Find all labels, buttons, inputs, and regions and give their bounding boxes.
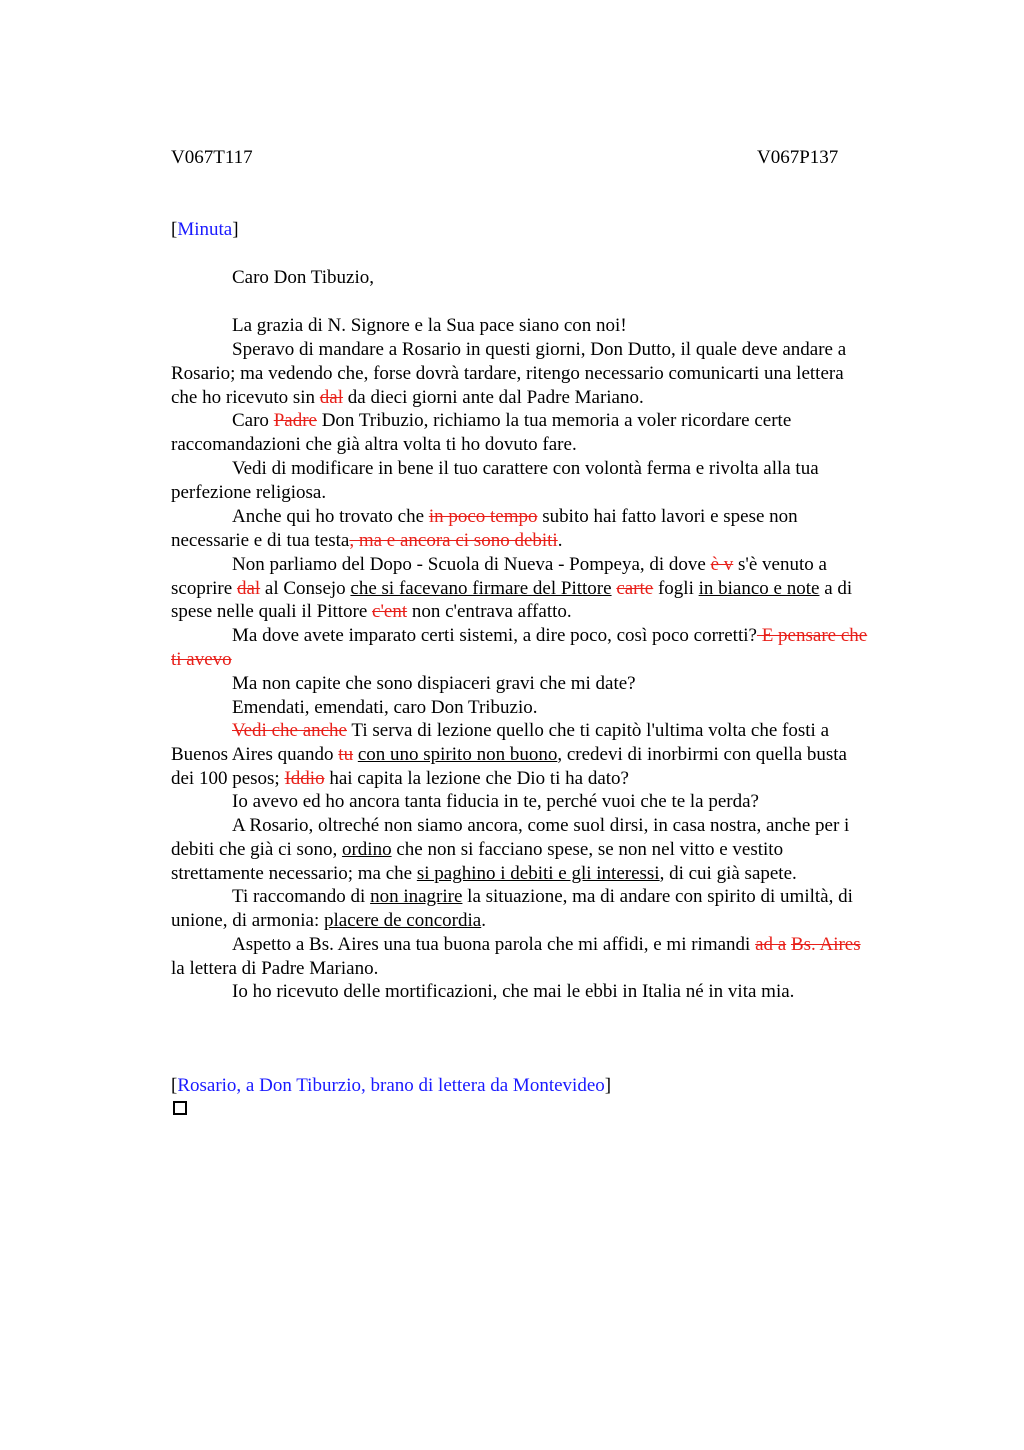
text-line: perfezione religiosa. — [171, 482, 327, 503]
underlined-text: si paghino i debiti e gli interessi — [416, 863, 660, 884]
text-line: debiti che già ci sono, ordino che non si facciano spese, se non nel vitto e vestito — [171, 839, 784, 860]
text-line: Ti raccomando di non inagrire la situazione, ma di andare con spirito di umiltà, di — [232, 886, 853, 907]
underlined-text: non inagrire — [370, 886, 463, 907]
underlined-text: in bianco e note — [698, 578, 820, 599]
text-line: la lettera di Padre Mariano. — [171, 958, 379, 979]
deleted-text: Vedi che anche — [232, 720, 347, 741]
text-line: Rosario; ma vedendo che, forse dovrà tardare, ritengo necessario comunicarti una lettera — [171, 363, 844, 384]
underlined-text: placere de concordia — [324, 910, 482, 931]
text-line: che ho ricevuto sin dal da dieci giorni ante dal Padre Mariano. — [171, 387, 644, 408]
underlined-text: che si facevano firmare del Pittore — [350, 578, 612, 599]
header-left-code: V067T117 — [171, 147, 253, 168]
header-right-code: V067P137 — [757, 147, 839, 168]
text-line: Buenos Aires quando tu con uno spirito non buono, credevi di inorbirmi con quella busta — [171, 744, 847, 765]
text-line: strettamente necessario; ma che si paghino i debiti e gli interessi, di cui già sapete. — [171, 863, 797, 884]
deleted-text: dal — [236, 578, 261, 599]
source-note — [171, 1074, 931, 1098]
text-line: Anche qui ho trovato che in poco tempo subito hai fatto lavori e spese non — [232, 506, 798, 527]
bracket-close: ] — [604, 1075, 612, 1096]
text-line: Speravo di mandare a Rosario in questi giorni, Don Dutto, il quale deve andare a — [232, 339, 847, 360]
text-line: Emendati, emendati, caro Don Tribuzio. — [232, 697, 538, 718]
deleted-text: ad a — [755, 934, 787, 955]
underlined-text: con uno spirito non buono — [357, 744, 558, 765]
underlined-text: ordino — [341, 839, 392, 860]
text-line: Caro Padre Don Tribuzio, richiamo la tua memoria a voler ricordare certe — [232, 410, 792, 431]
deleted-text: tu — [338, 744, 354, 765]
deleted-text: E pensare che — [756, 625, 868, 646]
text-line: unione, di armonia: placere de concordia. — [171, 910, 486, 931]
text-line: scoprire dal al Consejo che si facevano firmare del Pittore carte fogli in bianco e note a di — [171, 578, 853, 599]
deleted-text: carte — [616, 578, 654, 599]
deleted-text: ti avevo — [171, 649, 232, 670]
text-line: dei 100 pesos; Iddio hai capita la lezione che Dio ti ha dato? — [171, 768, 629, 789]
bracket-open: [ — [171, 1075, 178, 1096]
text-line: Ma non capite che sono dispiaceri gravi che mi date? — [232, 673, 636, 694]
text-line: raccomandazioni che già altra volta ti ho dovuto fare. — [171, 434, 577, 455]
deleted-text: , ma e ancora ci sono debiti — [349, 530, 558, 551]
text-line: A Rosario, oltreché non siamo ancora, come suol dirsi, in casa nostra, anche per i — [232, 815, 850, 836]
text-line: La grazia di N. Signore e la Sua pace siano con noi! — [232, 315, 627, 336]
text-line: necessarie e di tua testa, ma e ancora ci sono debiti. — [171, 530, 563, 551]
deleted-text: c'ent — [372, 601, 408, 622]
empty-checkbox-icon — [173, 1101, 187, 1115]
deleted-text: Bs. Aires — [790, 934, 861, 955]
text-line: Vedi che anche Ti serva di lezione quello che ti capitò l'ultima volta che fosti a — [232, 720, 830, 741]
deleted-text: Padre — [273, 410, 317, 431]
text-line: spese nelle quali il Pittore c'ent non c'entrava affatto. — [171, 601, 572, 622]
minuta-label: Minuta — [177, 219, 233, 240]
minuta-tag — [171, 218, 931, 242]
deleted-text: dal — [319, 387, 344, 408]
bracket-open: [ — [171, 219, 178, 240]
deleted-text: in poco tempo — [428, 506, 538, 527]
text-line: Io avevo ed ho ancora tanta fiducia in te, perché vuoi che te la perda? — [232, 791, 759, 812]
text-line: Io ho ricevuto delle mortificazioni, che mai le ebbi in Italia né in vita mia. — [232, 981, 795, 1002]
text-line: Non parliamo del Dopo - Scuola di Nueva - Pompeya, di dove è v s'è venuto a — [232, 554, 827, 575]
text-line: Aspetto a Bs. Aires una tua buona parola che mi affidi, e mi rimandi ad a Bs. Aires — [232, 934, 861, 955]
deleted-text: Iddio — [284, 768, 325, 789]
bracket-close: ] — [232, 219, 239, 240]
text-line — [171, 648, 931, 672]
text-line: Vedi di modificare in bene il tuo carattere con volontà ferma e rivolta alla tua — [232, 458, 819, 479]
text-line: Ma dove avete imparato certi sistemi, a dire poco, così poco corretti? E pensare che — [232, 625, 868, 646]
salutation: Caro Don Tibuzio, — [232, 267, 374, 288]
deleted-text: è v — [710, 554, 734, 575]
source-note-label: Rosario, a Don Tiburzio, brano di lettera da Montevideo — [177, 1075, 605, 1096]
